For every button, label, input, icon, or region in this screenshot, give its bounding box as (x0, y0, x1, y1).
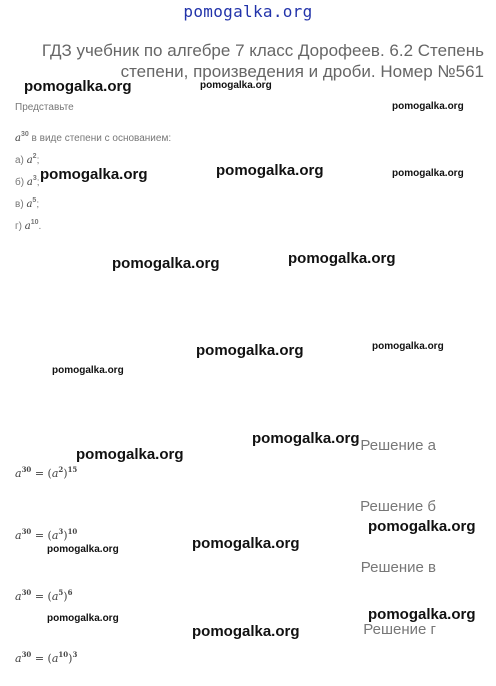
watermark: pomogalka.org (216, 162, 324, 179)
item-end: ; (36, 177, 40, 188)
site-logo[interactable]: pomogalka.org (183, 2, 313, 21)
watermark: pomogalka.org (52, 365, 124, 376)
answer-equals: = (34, 590, 45, 603)
solution-answer-b: $a^{30} = (a^3)^{10}$ (15, 527, 78, 542)
item-exponent: 3 (32, 175, 37, 182)
statement-text: в виде степени с основанием: (31, 133, 172, 144)
answer-base: a (15, 529, 22, 542)
answer-exponent: 30 (21, 465, 32, 474)
watermark: pomogalka.org (24, 78, 132, 95)
watermark: pomogalka.org (368, 606, 476, 623)
answer-exponent: 30 (21, 650, 32, 659)
page-title: ГДЗ учебник по алгебре 7 класс Дорофеев. 6.2 Степень степени, произведения и дроби. Номер №561 (41, 41, 484, 81)
watermark: pomogalka.org (252, 430, 360, 447)
answer-outer-exponent: 15 (67, 465, 78, 474)
item-exponent: 2 (32, 153, 37, 160)
answer-base: a (15, 652, 22, 665)
answer-equals: = (34, 467, 45, 480)
solution-heading-d: Решение г (363, 621, 436, 638)
answer-inner-exponent: 2 (58, 465, 64, 474)
watermark: pomogalka.org (372, 341, 444, 352)
watermark: pomogalka.org (368, 518, 476, 535)
answer-base: a (15, 467, 22, 480)
watermark: pomogalka.org (47, 613, 119, 624)
answer-inner-exponent: 5 (58, 588, 64, 597)
answer-inner-base: a (51, 529, 59, 542)
statement-exponent: 30 (20, 131, 29, 138)
item-exponent: 10 (30, 219, 39, 226)
answer-inner-exponent: 10 (58, 650, 69, 659)
solution-answer-d: $a^{30} = (a^{10})^3$ (15, 650, 78, 665)
item-base: a (26, 155, 33, 166)
watermark: pomogalka.org (76, 446, 184, 463)
solution-answer-c: $a^{30} = (a^5)^6$ (15, 588, 73, 603)
answer-equals: = (34, 652, 45, 665)
item-end: ; (36, 199, 40, 210)
answer-equals: = (34, 529, 45, 542)
task-statement (15, 131, 171, 144)
answer-outer-exponent: 10 (67, 527, 78, 536)
item-base: a (24, 221, 31, 232)
task-item-c (15, 197, 39, 210)
item-end: ; (36, 155, 40, 166)
task-intro: Представьте (15, 102, 74, 113)
solution-answer-a: $a^{30} = (a^2)^{15}$ (15, 465, 78, 480)
watermark: pomogalka.org (192, 623, 300, 640)
task-item-d (15, 219, 41, 232)
watermark: pomogalka.org (196, 342, 304, 359)
watermark: pomogalka.org (392, 168, 464, 179)
answer-inner-base: a (51, 590, 59, 603)
item-label: в) (15, 199, 24, 210)
watermark: pomogalka.org (112, 255, 220, 272)
task-item-b (15, 175, 40, 188)
answer-exponent: 30 (21, 588, 32, 597)
task-item-a (15, 153, 39, 166)
answer-outer-exponent: 6 (67, 588, 73, 597)
watermark: pomogalka.org (200, 80, 272, 91)
item-exponent: 5 (32, 197, 37, 204)
answer-base: a (15, 590, 22, 603)
item-base: a (26, 199, 33, 210)
item-label: а) (15, 155, 24, 166)
item-label: г) (15, 221, 22, 232)
answer-inner-base: a (51, 652, 59, 665)
statement-base: a (15, 133, 21, 144)
item-label: б) (15, 177, 25, 188)
watermark: pomogalka.org (47, 544, 119, 555)
answer-inner-exponent: 3 (58, 527, 64, 536)
answer-inner-base: a (51, 467, 59, 480)
watermark: pomogalka.org (40, 166, 148, 183)
watermark: pomogalka.org (192, 535, 300, 552)
item-end: . (38, 221, 42, 232)
watermark: pomogalka.org (392, 101, 464, 112)
item-base: a (26, 177, 33, 188)
solution-heading-c: Решение в (360, 559, 436, 576)
watermark: pomogalka.org (288, 250, 396, 267)
answer-exponent: 30 (21, 527, 32, 536)
solution-heading-a: Решение а (360, 437, 436, 454)
answer-outer-exponent: 3 (72, 650, 78, 659)
solution-heading-b: Решение б (360, 498, 436, 515)
